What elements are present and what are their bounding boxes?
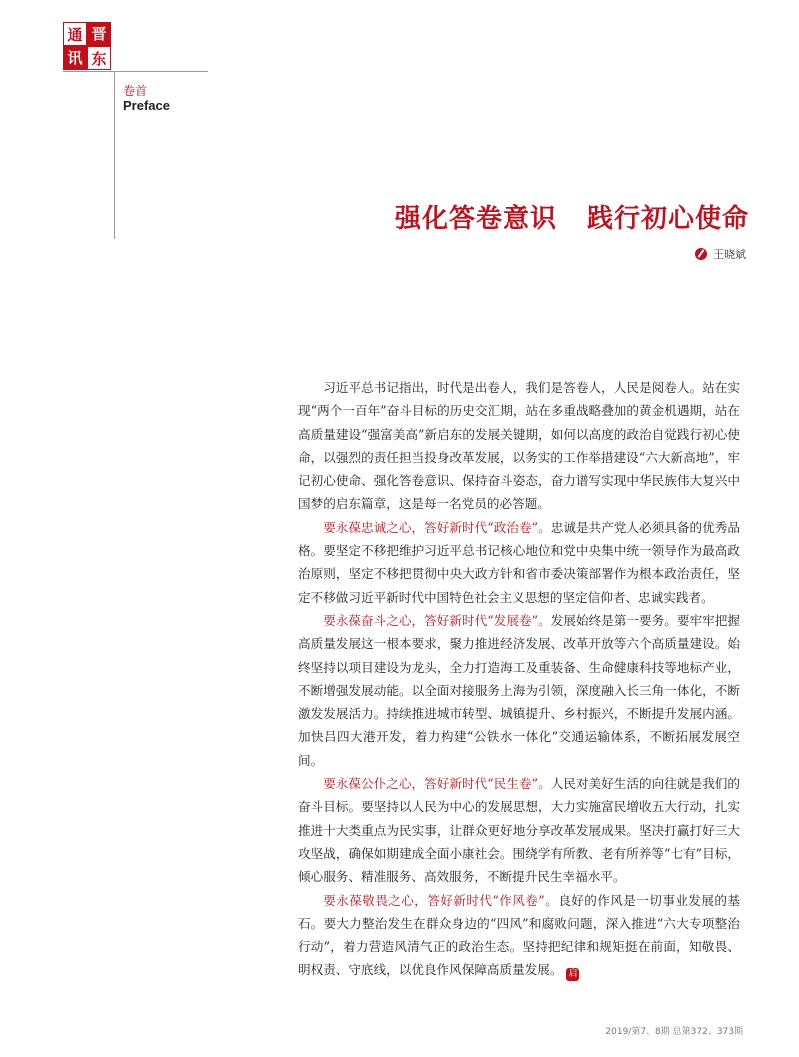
paragraph: [298, 376, 740, 516]
section-title-cn: 卷首: [123, 84, 148, 98]
author-byline: [695, 246, 746, 262]
paragraph-text: 发展始终是第一要务。要牢牢把握高质量发展这一根本要求，聚力推进经济发展、改革开放等六个高质量建设。始终坚持以项目建设为龙头，全力打造海工及重装备、生命健康科技等地标产业，不断增强发展动能。以全面对接服务上海为引领，深度融入长三角一体化，不断激发发展活力。持续推进城市转型、城镇提升、乡村振兴，不断提升发展内涵。加快吕四大港开发，着力构建“公铁水一体化”交通运输体系，不断拓展发展空间。: [298, 612, 741, 768]
paragraph-text: 习近平总书记指出，时代是出卷人，我们是答卷人，人民是阅卷人。站在实现“两个一百年”奋斗目标的历史交汇期，站在多重战略叠加的黄金机遇期，站在高质量建设“强富美高”新启东的发展关键期，如何以高度的政治自觉践行初心使命，以强烈的责任担当投身改革发展，以务实的工作举措建设“六大新高地”，牢记初心使命、强化答卷意识、保持奋斗姿态，奋力谱写实现中华民族伟大复兴中国梦的启东篇章，这是每一名党员的必答题。: [298, 380, 740, 512]
section-divider: [63, 71, 208, 72]
logo-char-2: 晋: [87, 22, 111, 46]
article-body: [298, 376, 740, 982]
paragraph-lead: 要永葆忠诚之心，答好新时代“政治卷”。: [323, 519, 551, 535]
issue-footer: 2019/第7、8期 总第372、373期: [605, 1027, 743, 1037]
section-title-en: Preface: [123, 98, 170, 113]
paragraph-text: 良好的作风是一切事业发展的基石。要大力整治发生在群众身边的“四风”和腐败问题，深入推进“六大专项整治行动”，着力营造风清气正的政治生态。坚持把纪律和规矩挺在前面，知敬畏、明权责、守底线，以优良作风保障高质量发展。: [298, 892, 740, 978]
logo-char-1: 通: [63, 22, 87, 46]
paragraph-lead: 要永葆敬畏之心，答好新时代“作风卷”。: [323, 892, 559, 908]
end-mark-icon: 启: [568, 969, 578, 980]
publication-logo: [63, 22, 113, 72]
pen-icon: [695, 248, 707, 260]
paragraph: [298, 609, 740, 772]
logo-char-4: 东: [87, 46, 111, 70]
vertical-divider: [114, 71, 115, 239]
paragraph: [298, 516, 740, 609]
article-title: 强化答卷意识 践行初心使命: [394, 204, 749, 234]
paragraph-text: 人民对美好生活的向往就是我们的奋斗目标。要坚持以人民为中心的发展思想，大力实施富民增收五大行动，扎实推进十大类重点为民实事，让群众更好地分享改革发展成果。坚决打赢打好三大攻坚战，确保如期建成全面小康社会。围绕学有所教、老有所养等“七有”目标，倾心服务、精准服务、高效服务，不断提升民生幸福水平。: [298, 776, 741, 885]
paragraph-text: 忠诚是共产党人必须具备的优秀品格。要坚定不移把维护习近平总书记核心地位和党中央集中统一领导作为最高政治原则，坚定不移把贯彻中央大政方针和省市委决策部署作为根本政治责任，坚定不移做习近平新时代中国特色社会主义思想的坚定信仰者、忠诚实践者。: [298, 519, 741, 605]
paragraph: [298, 889, 740, 982]
paragraph: [298, 772, 740, 888]
logo-char-3: 讯: [63, 46, 87, 70]
paragraph-lead: 要永葆奋斗之心，答好新时代“发展卷”。: [323, 612, 551, 628]
author-name: 王晓斌: [713, 248, 746, 261]
paragraph-lead: 要永葆公仆之心，答好新时代“民生卷”。: [323, 776, 551, 792]
